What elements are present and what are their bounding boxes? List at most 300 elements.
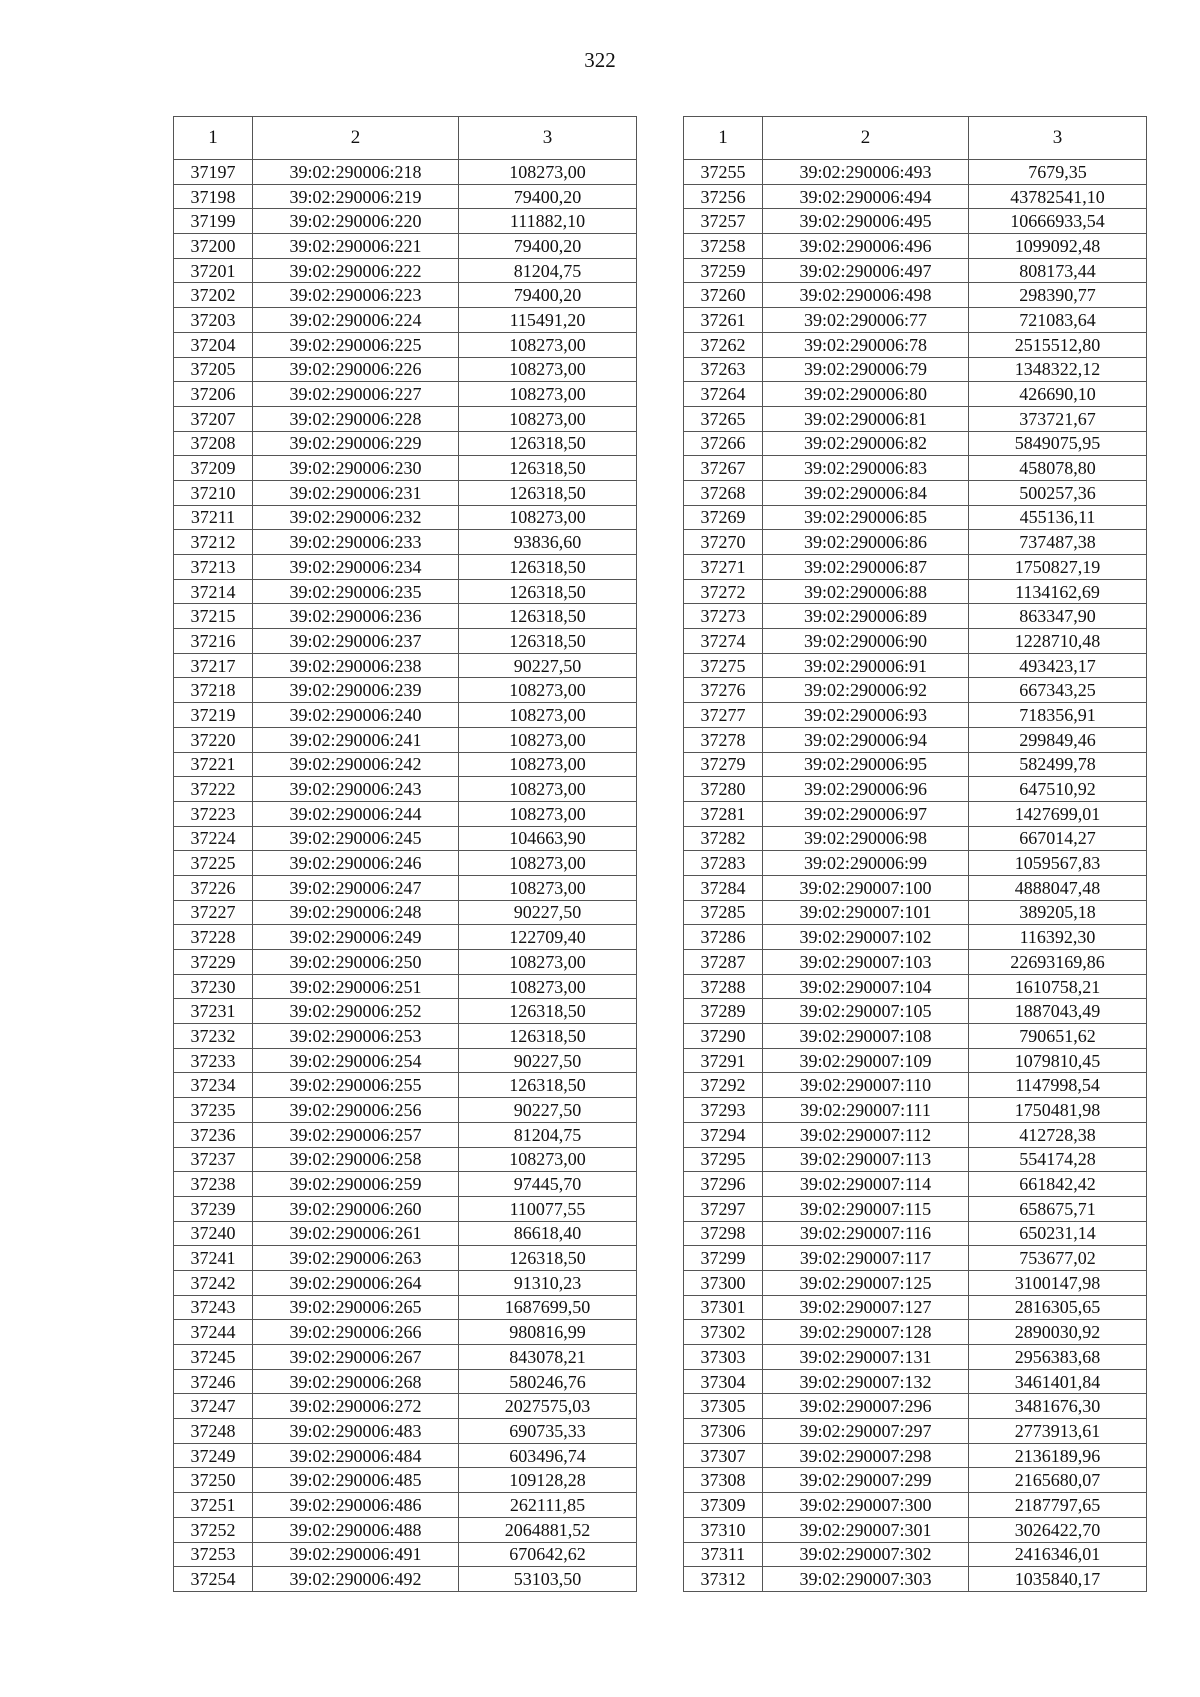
value-cell: 1887043,49 bbox=[969, 999, 1147, 1024]
value-cell: 22693169,86 bbox=[969, 950, 1147, 975]
row-number-cell: 37248 bbox=[174, 1419, 253, 1444]
value-cell: 493423,17 bbox=[969, 653, 1147, 678]
cadastral-number-cell: 39:02:290006:237 bbox=[253, 629, 459, 654]
row-number-cell: 37272 bbox=[684, 579, 763, 604]
value-cell: 109128,28 bbox=[459, 1468, 637, 1493]
row-number-cell: 37278 bbox=[684, 727, 763, 752]
value-cell: 412728,38 bbox=[969, 1122, 1147, 1147]
cadastral-number-cell: 39:02:290007:298 bbox=[763, 1443, 969, 1468]
row-number-cell: 37273 bbox=[684, 604, 763, 629]
value-cell: 108273,00 bbox=[459, 1147, 637, 1172]
table-row bbox=[174, 1567, 637, 1592]
table-row bbox=[174, 604, 637, 629]
table-row bbox=[174, 431, 637, 456]
value-cell: 97445,70 bbox=[459, 1172, 637, 1197]
cadastral-number-cell: 39:02:290006:246 bbox=[253, 851, 459, 876]
row-number-cell: 37245 bbox=[174, 1345, 253, 1370]
cadastral-number-cell: 39:02:290006:488 bbox=[253, 1517, 459, 1542]
row-number-cell: 37257 bbox=[684, 209, 763, 234]
value-cell: 108273,00 bbox=[459, 160, 637, 185]
value-cell: 79400,20 bbox=[459, 283, 637, 308]
cadastral-number-cell: 39:02:290006:248 bbox=[253, 900, 459, 925]
value-cell: 1079810,45 bbox=[969, 1048, 1147, 1073]
table-row bbox=[174, 950, 637, 975]
row-number-cell: 37267 bbox=[684, 456, 763, 481]
cadastral-number-cell: 39:02:290007:116 bbox=[763, 1221, 969, 1246]
cadastral-number-cell: 39:02:290006:232 bbox=[253, 505, 459, 530]
row-number-cell: 37205 bbox=[174, 357, 253, 382]
cadastral-number-cell: 39:02:290006:260 bbox=[253, 1196, 459, 1221]
row-number-cell: 37212 bbox=[174, 530, 253, 555]
cadastral-number-cell: 39:02:290006:491 bbox=[253, 1542, 459, 1567]
value-cell: 2136189,96 bbox=[969, 1443, 1147, 1468]
table-row bbox=[684, 604, 1147, 629]
cadastral-number-cell: 39:02:290006:98 bbox=[763, 826, 969, 851]
value-cell: 108273,00 bbox=[459, 801, 637, 826]
table-row bbox=[174, 1024, 637, 1049]
cadastral-number-cell: 39:02:290006:257 bbox=[253, 1122, 459, 1147]
table-row bbox=[174, 456, 637, 481]
value-cell: 667343,25 bbox=[969, 678, 1147, 703]
row-number-cell: 37211 bbox=[174, 505, 253, 530]
value-cell: 108273,00 bbox=[459, 703, 637, 728]
table-row bbox=[174, 1369, 637, 1394]
row-number-cell: 37230 bbox=[174, 974, 253, 999]
cadastral-number-cell: 39:02:290006:484 bbox=[253, 1443, 459, 1468]
table-header-row bbox=[684, 117, 1147, 160]
row-number-cell: 37226 bbox=[174, 875, 253, 900]
cadastral-number-cell: 39:02:290006:493 bbox=[763, 160, 969, 185]
cadastral-number-cell: 39:02:290006:227 bbox=[253, 382, 459, 407]
cadastral-number-cell: 39:02:290006:253 bbox=[253, 1024, 459, 1049]
row-number-cell: 37236 bbox=[174, 1122, 253, 1147]
table-row bbox=[684, 1048, 1147, 1073]
row-number-cell: 37240 bbox=[174, 1221, 253, 1246]
value-cell: 10666933,54 bbox=[969, 209, 1147, 234]
table-row bbox=[684, 1024, 1147, 1049]
table-row bbox=[684, 1073, 1147, 1098]
row-number-cell: 37241 bbox=[174, 1246, 253, 1271]
table-row bbox=[684, 1443, 1147, 1468]
table-row bbox=[684, 1468, 1147, 1493]
table-row bbox=[684, 1517, 1147, 1542]
table-row bbox=[174, 653, 637, 678]
value-cell: 650231,14 bbox=[969, 1221, 1147, 1246]
cadastral-number-cell: 39:02:290006:221 bbox=[253, 234, 459, 259]
value-cell: 3461401,84 bbox=[969, 1369, 1147, 1394]
cadastral-number-cell: 39:02:290006:77 bbox=[763, 308, 969, 333]
table-row bbox=[684, 875, 1147, 900]
cadastral-number-cell: 39:02:290006:496 bbox=[763, 234, 969, 259]
table-row bbox=[174, 1295, 637, 1320]
cadastral-number-cell: 39:02:290006:497 bbox=[763, 258, 969, 283]
row-number-cell: 37276 bbox=[684, 678, 763, 703]
value-cell: 126318,50 bbox=[459, 480, 637, 505]
cadastral-number-cell: 39:02:290007:110 bbox=[763, 1073, 969, 1098]
row-number-cell: 37255 bbox=[684, 160, 763, 185]
value-cell: 7679,35 bbox=[969, 160, 1147, 185]
value-cell: 1750481,98 bbox=[969, 1098, 1147, 1123]
table-row bbox=[174, 1221, 637, 1246]
table-row bbox=[684, 555, 1147, 580]
cadastral-number-cell: 39:02:290006:218 bbox=[253, 160, 459, 185]
value-cell: 670642,62 bbox=[459, 1542, 637, 1567]
table-row bbox=[684, 332, 1147, 357]
value-cell: 126318,50 bbox=[459, 1024, 637, 1049]
value-cell: 1147998,54 bbox=[969, 1073, 1147, 1098]
row-number-cell: 37222 bbox=[174, 777, 253, 802]
table-row bbox=[684, 283, 1147, 308]
row-number-cell: 37286 bbox=[684, 925, 763, 950]
cadastral-number-cell: 39:02:290007:112 bbox=[763, 1122, 969, 1147]
value-cell: 81204,75 bbox=[459, 258, 637, 283]
value-cell: 126318,50 bbox=[459, 431, 637, 456]
value-cell: 108273,00 bbox=[459, 752, 637, 777]
table-row bbox=[684, 925, 1147, 950]
table-row bbox=[174, 579, 637, 604]
value-cell: 108273,00 bbox=[459, 974, 637, 999]
row-number-cell: 37213 bbox=[174, 555, 253, 580]
row-number-cell: 37216 bbox=[174, 629, 253, 654]
row-number-cell: 37265 bbox=[684, 406, 763, 431]
row-number-cell: 37282 bbox=[684, 826, 763, 851]
value-cell: 2816305,65 bbox=[969, 1295, 1147, 1320]
row-number-cell: 37227 bbox=[174, 900, 253, 925]
cadastral-number-cell: 39:02:290006:80 bbox=[763, 382, 969, 407]
table-row bbox=[174, 258, 637, 283]
cadastral-number-cell: 39:02:290006:78 bbox=[763, 332, 969, 357]
table-row bbox=[174, 480, 637, 505]
table-row bbox=[684, 382, 1147, 407]
row-number-cell: 37199 bbox=[174, 209, 253, 234]
cadastral-number-cell: 39:02:290007:301 bbox=[763, 1517, 969, 1542]
table-row bbox=[684, 1147, 1147, 1172]
cadastral-number-cell: 39:02:290006:245 bbox=[253, 826, 459, 851]
row-number-cell: 37218 bbox=[174, 678, 253, 703]
row-number-cell: 37206 bbox=[174, 382, 253, 407]
value-cell: 1134162,69 bbox=[969, 579, 1147, 604]
row-number-cell: 37311 bbox=[684, 1542, 763, 1567]
row-number-cell: 37232 bbox=[174, 1024, 253, 1049]
row-number-cell: 37197 bbox=[174, 160, 253, 185]
table-row bbox=[684, 1320, 1147, 1345]
table-row bbox=[174, 1320, 637, 1345]
value-cell: 108273,00 bbox=[459, 950, 637, 975]
table-row bbox=[174, 1270, 637, 1295]
cadastral-number-cell: 39:02:290006:249 bbox=[253, 925, 459, 950]
row-number-cell: 37210 bbox=[174, 480, 253, 505]
row-number-cell: 37263 bbox=[684, 357, 763, 382]
cadastral-number-cell: 39:02:290006:229 bbox=[253, 431, 459, 456]
row-number-cell: 37307 bbox=[684, 1443, 763, 1468]
row-number-cell: 37201 bbox=[174, 258, 253, 283]
table-row bbox=[174, 1196, 637, 1221]
cadastral-number-cell: 39:02:290006:240 bbox=[253, 703, 459, 728]
value-cell: 108273,00 bbox=[459, 875, 637, 900]
cadastral-number-cell: 39:02:290006:247 bbox=[253, 875, 459, 900]
cadastral-number-cell: 39:02:290006:263 bbox=[253, 1246, 459, 1271]
cadastral-number-cell: 39:02:290006:85 bbox=[763, 505, 969, 530]
table-row bbox=[684, 1542, 1147, 1567]
row-number-cell: 37291 bbox=[684, 1048, 763, 1073]
value-cell: 458078,80 bbox=[969, 456, 1147, 481]
value-cell: 980816,99 bbox=[459, 1320, 637, 1345]
table-row bbox=[684, 1098, 1147, 1123]
cadastral-number-cell: 39:02:290006:89 bbox=[763, 604, 969, 629]
cadastral-number-cell: 39:02:290007:103 bbox=[763, 950, 969, 975]
cadastral-number-cell: 39:02:290006:95 bbox=[763, 752, 969, 777]
value-cell: 79400,20 bbox=[459, 184, 637, 209]
cadastral-number-cell: 39:02:290007:117 bbox=[763, 1246, 969, 1271]
column-header-cadastral: 2 bbox=[763, 117, 969, 160]
cadastral-number-cell: 39:02:290006:233 bbox=[253, 530, 459, 555]
cadastral-number-cell: 39:02:290006:266 bbox=[253, 1320, 459, 1345]
cadastral-number-cell: 39:02:290006:83 bbox=[763, 456, 969, 481]
cadastral-number-cell: 39:02:290007:296 bbox=[763, 1394, 969, 1419]
table-row bbox=[684, 777, 1147, 802]
table-row bbox=[174, 727, 637, 752]
value-cell: 299849,46 bbox=[969, 727, 1147, 752]
value-cell: 582499,78 bbox=[969, 752, 1147, 777]
table-row bbox=[174, 1246, 637, 1271]
table-row bbox=[684, 727, 1147, 752]
row-number-cell: 37229 bbox=[174, 950, 253, 975]
cadastral-number-cell: 39:02:290006:256 bbox=[253, 1098, 459, 1123]
value-cell: 126318,50 bbox=[459, 1246, 637, 1271]
value-cell: 90227,50 bbox=[459, 653, 637, 678]
table-row bbox=[684, 900, 1147, 925]
row-number-cell: 37285 bbox=[684, 900, 763, 925]
table-row bbox=[174, 777, 637, 802]
cadastral-number-cell: 39:02:290006:97 bbox=[763, 801, 969, 826]
row-number-cell: 37219 bbox=[174, 703, 253, 728]
value-cell: 1750827,19 bbox=[969, 555, 1147, 580]
value-cell: 1099092,48 bbox=[969, 234, 1147, 259]
cadastral-number-cell: 39:02:290006:219 bbox=[253, 184, 459, 209]
table-row bbox=[174, 234, 637, 259]
column-header-number: 1 bbox=[174, 117, 253, 160]
value-cell: 90227,50 bbox=[459, 900, 637, 925]
table-row bbox=[174, 209, 637, 234]
row-number-cell: 37284 bbox=[684, 875, 763, 900]
cadastral-number-cell: 39:02:290006:88 bbox=[763, 579, 969, 604]
cadastral-number-cell: 39:02:290006:259 bbox=[253, 1172, 459, 1197]
cadastral-number-cell: 39:02:290006:220 bbox=[253, 209, 459, 234]
row-number-cell: 37228 bbox=[174, 925, 253, 950]
cadastral-number-cell: 39:02:290006:483 bbox=[253, 1419, 459, 1444]
table-row bbox=[684, 1419, 1147, 1444]
cadastral-number-cell: 39:02:290006:96 bbox=[763, 777, 969, 802]
table-row bbox=[174, 900, 637, 925]
table-row bbox=[174, 703, 637, 728]
row-number-cell: 37303 bbox=[684, 1345, 763, 1370]
cadastral-number-cell: 39:02:290006:99 bbox=[763, 851, 969, 876]
row-number-cell: 37309 bbox=[684, 1493, 763, 1518]
table-row bbox=[684, 629, 1147, 654]
cadastral-number-cell: 39:02:290006:486 bbox=[253, 1493, 459, 1518]
value-cell: 580246,76 bbox=[459, 1369, 637, 1394]
table-row bbox=[174, 160, 637, 185]
row-number-cell: 37295 bbox=[684, 1147, 763, 1172]
row-number-cell: 37237 bbox=[174, 1147, 253, 1172]
table-row bbox=[684, 703, 1147, 728]
cadastral-number-cell: 39:02:290006:241 bbox=[253, 727, 459, 752]
row-number-cell: 37296 bbox=[684, 1172, 763, 1197]
cadastral-number-cell: 39:02:290006:267 bbox=[253, 1345, 459, 1370]
cadastral-number-cell: 39:02:290006:94 bbox=[763, 727, 969, 752]
value-cell: 53103,50 bbox=[459, 1567, 637, 1592]
table-row bbox=[174, 1493, 637, 1518]
cadastral-number-cell: 39:02:290006:235 bbox=[253, 579, 459, 604]
row-number-cell: 37217 bbox=[174, 653, 253, 678]
cadastral-number-cell: 39:02:290006:223 bbox=[253, 283, 459, 308]
row-number-cell: 37224 bbox=[174, 826, 253, 851]
table-row bbox=[684, 1394, 1147, 1419]
cadastral-number-cell: 39:02:290006:242 bbox=[253, 752, 459, 777]
row-number-cell: 37261 bbox=[684, 308, 763, 333]
value-cell: 126318,50 bbox=[459, 579, 637, 604]
table-row bbox=[174, 530, 637, 555]
table-row bbox=[684, 1493, 1147, 1518]
cadastral-number-cell: 39:02:290007:105 bbox=[763, 999, 969, 1024]
row-number-cell: 37289 bbox=[684, 999, 763, 1024]
row-number-cell: 37208 bbox=[174, 431, 253, 456]
value-cell: 1228710,48 bbox=[969, 629, 1147, 654]
cadastral-number-cell: 39:02:290006:225 bbox=[253, 332, 459, 357]
cadastral-number-cell: 39:02:290006:494 bbox=[763, 184, 969, 209]
row-number-cell: 37308 bbox=[684, 1468, 763, 1493]
value-cell: 91310,23 bbox=[459, 1270, 637, 1295]
table-row bbox=[684, 456, 1147, 481]
value-cell: 1687699,50 bbox=[459, 1295, 637, 1320]
row-number-cell: 37262 bbox=[684, 332, 763, 357]
table-row bbox=[684, 801, 1147, 826]
value-cell: 93836,60 bbox=[459, 530, 637, 555]
table-row bbox=[174, 382, 637, 407]
row-number-cell: 37243 bbox=[174, 1295, 253, 1320]
row-number-cell: 37268 bbox=[684, 480, 763, 505]
cadastral-number-cell: 39:02:290006:84 bbox=[763, 480, 969, 505]
table-row bbox=[174, 1394, 637, 1419]
register-table-left bbox=[173, 116, 637, 1592]
row-number-cell: 37258 bbox=[684, 234, 763, 259]
cadastral-number-cell: 39:02:290006:239 bbox=[253, 678, 459, 703]
value-cell: 1610758,21 bbox=[969, 974, 1147, 999]
value-cell: 1059567,83 bbox=[969, 851, 1147, 876]
value-cell: 2890030,92 bbox=[969, 1320, 1147, 1345]
row-number-cell: 37203 bbox=[174, 308, 253, 333]
row-number-cell: 37283 bbox=[684, 851, 763, 876]
cadastral-number-cell: 39:02:290006:79 bbox=[763, 357, 969, 382]
table-row bbox=[174, 851, 637, 876]
cadastral-number-cell: 39:02:290006:485 bbox=[253, 1468, 459, 1493]
table-row bbox=[174, 1517, 637, 1542]
cadastral-number-cell: 39:02:290007:297 bbox=[763, 1419, 969, 1444]
cadastral-number-cell: 39:02:290007:302 bbox=[763, 1542, 969, 1567]
table-row bbox=[684, 234, 1147, 259]
cadastral-number-cell: 39:02:290006:234 bbox=[253, 555, 459, 580]
value-cell: 667014,27 bbox=[969, 826, 1147, 851]
cadastral-number-cell: 39:02:290006:244 bbox=[253, 801, 459, 826]
cadastral-number-cell: 39:02:290006:265 bbox=[253, 1295, 459, 1320]
row-number-cell: 37302 bbox=[684, 1320, 763, 1345]
cadastral-number-cell: 39:02:290006:226 bbox=[253, 357, 459, 382]
cadastral-number-cell: 39:02:290007:131 bbox=[763, 1345, 969, 1370]
table-row bbox=[174, 1345, 637, 1370]
table-row bbox=[174, 1172, 637, 1197]
table-row bbox=[174, 875, 637, 900]
row-number-cell: 37204 bbox=[174, 332, 253, 357]
cadastral-number-cell: 39:02:290006:258 bbox=[253, 1147, 459, 1172]
row-number-cell: 37300 bbox=[684, 1270, 763, 1295]
value-cell: 126318,50 bbox=[459, 629, 637, 654]
row-number-cell: 37220 bbox=[174, 727, 253, 752]
value-cell: 3026422,70 bbox=[969, 1517, 1147, 1542]
cadastral-number-cell: 39:02:290007:101 bbox=[763, 900, 969, 925]
row-number-cell: 37239 bbox=[174, 1196, 253, 1221]
value-cell: 2515512,80 bbox=[969, 332, 1147, 357]
row-number-cell: 37294 bbox=[684, 1122, 763, 1147]
column-header-cadastral: 2 bbox=[253, 117, 459, 160]
table-row bbox=[684, 209, 1147, 234]
row-number-cell: 37299 bbox=[684, 1246, 763, 1271]
value-cell: 2773913,61 bbox=[969, 1419, 1147, 1444]
value-cell: 737487,38 bbox=[969, 530, 1147, 555]
table-row bbox=[684, 851, 1147, 876]
value-cell: 647510,92 bbox=[969, 777, 1147, 802]
value-cell: 790651,62 bbox=[969, 1024, 1147, 1049]
cadastral-number-cell: 39:02:290007:114 bbox=[763, 1172, 969, 1197]
register-table-right bbox=[683, 116, 1147, 1592]
value-cell: 111882,10 bbox=[459, 209, 637, 234]
table-row bbox=[684, 678, 1147, 703]
value-cell: 4888047,48 bbox=[969, 875, 1147, 900]
cadastral-number-cell: 39:02:290007:300 bbox=[763, 1493, 969, 1518]
cadastral-number-cell: 39:02:290006:87 bbox=[763, 555, 969, 580]
cadastral-number-cell: 39:02:290006:86 bbox=[763, 530, 969, 555]
cadastral-number-cell: 39:02:290007:113 bbox=[763, 1147, 969, 1172]
row-number-cell: 37304 bbox=[684, 1369, 763, 1394]
value-cell: 2187797,65 bbox=[969, 1493, 1147, 1518]
table-row bbox=[174, 1468, 637, 1493]
table-row bbox=[684, 1172, 1147, 1197]
value-cell: 126318,50 bbox=[459, 1073, 637, 1098]
value-cell: 108273,00 bbox=[459, 357, 637, 382]
row-number-cell: 37288 bbox=[684, 974, 763, 999]
value-cell: 110077,55 bbox=[459, 1196, 637, 1221]
table-row bbox=[684, 1221, 1147, 1246]
value-cell: 108273,00 bbox=[459, 332, 637, 357]
value-cell: 843078,21 bbox=[459, 1345, 637, 1370]
value-cell: 554174,28 bbox=[969, 1147, 1147, 1172]
row-number-cell: 37221 bbox=[174, 752, 253, 777]
column-header-value: 3 bbox=[969, 117, 1147, 160]
row-number-cell: 37279 bbox=[684, 752, 763, 777]
table-row bbox=[684, 1270, 1147, 1295]
cadastral-number-cell: 39:02:290006:224 bbox=[253, 308, 459, 333]
table-row bbox=[174, 1122, 637, 1147]
row-number-cell: 37202 bbox=[174, 283, 253, 308]
table-row bbox=[684, 653, 1147, 678]
cadastral-number-cell: 39:02:290007:125 bbox=[763, 1270, 969, 1295]
row-number-cell: 37244 bbox=[174, 1320, 253, 1345]
cadastral-number-cell: 39:02:290006:268 bbox=[253, 1369, 459, 1394]
cadastral-number-cell: 39:02:290006:495 bbox=[763, 209, 969, 234]
value-cell: 690735,33 bbox=[459, 1419, 637, 1444]
value-cell: 2416346,01 bbox=[969, 1542, 1147, 1567]
row-number-cell: 37200 bbox=[174, 234, 253, 259]
table-row bbox=[174, 1443, 637, 1468]
